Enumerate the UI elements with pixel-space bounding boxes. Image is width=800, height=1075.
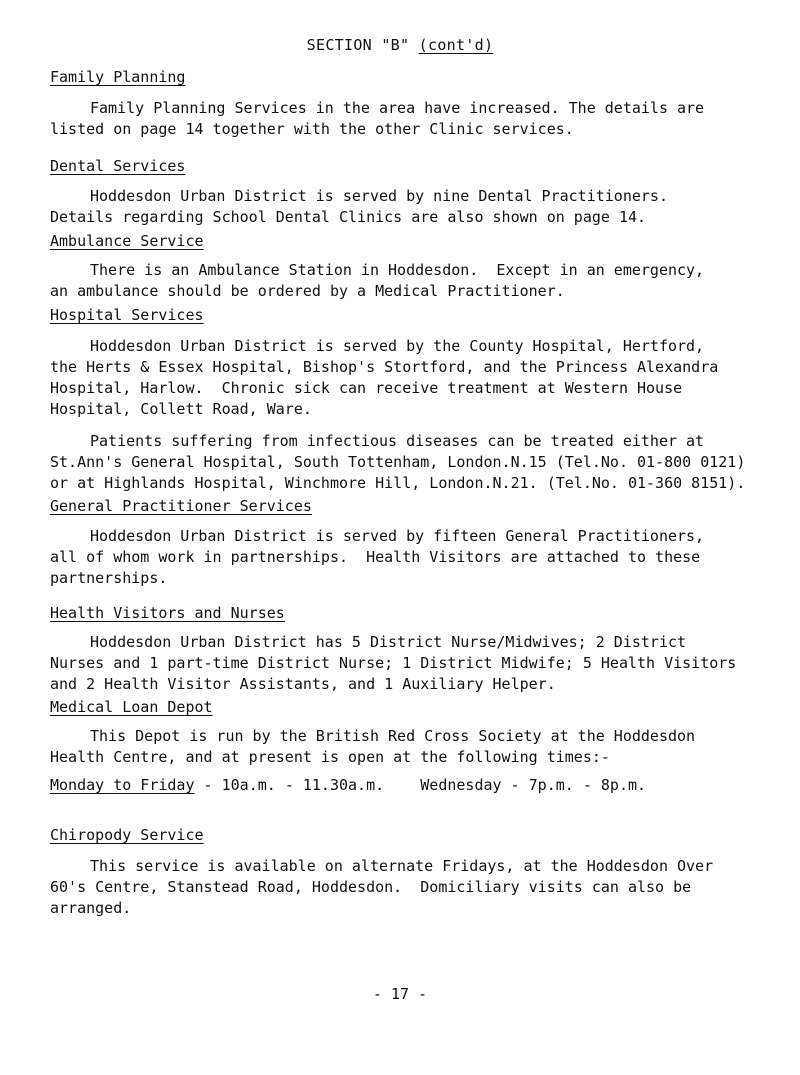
text-line: Hoddesdon Urban District is served by fifteen General Practitioners, [90, 527, 705, 545]
heading-medical-loan-depot: Medical Loan Depot [50, 698, 213, 716]
paragraph-dental-services [50, 186, 770, 228]
paragraph-infectious-diseases [50, 431, 770, 494]
opening-times [50, 776, 646, 794]
text-line: Nurses and 1 part-time District Nurse; 1 District Midwife; 5 Health Visitors [50, 654, 737, 672]
text-line: or at Highlands Hospital, Winchmore Hill, London.N.21. (Tel.No. 01-360 8151). [50, 474, 746, 492]
heading-family-planning: Family Planning [50, 68, 186, 86]
heading-ambulance-service: Ambulance Service [50, 232, 204, 250]
heading-health-visitors: Health Visitors and Nurses [50, 604, 285, 622]
heading-dental-services: Dental Services [50, 157, 186, 175]
text-line: and 2 Health Visitor Assistants, and 1 Auxiliary Helper. [50, 675, 556, 693]
text-line: This Depot is run by the British Red Cross Society at the Hoddesdon [90, 727, 696, 745]
text-line: Patients suffering from infectious diseases can be treated either at [90, 432, 705, 450]
heading-hospital-services: Hospital Services [50, 306, 204, 324]
text-line: Health Centre, and at present is open at the following times:- [50, 748, 610, 766]
text-line: St.Ann's General Hospital, South Tottenham, London.N.15 (Tel.No. 01-800 0121) [50, 453, 746, 471]
wednesday-hours: Wednesday - 7p.m. - 8p.m. [384, 776, 647, 794]
paragraph-health-visitors [50, 632, 770, 695]
paragraph-hospital-services [50, 336, 770, 420]
paragraph-family-planning [50, 98, 770, 140]
text-line: Hoddesdon Urban District has 5 District Nurse/Midwives; 2 District [90, 633, 687, 651]
paragraph-ambulance-service [50, 260, 770, 302]
paragraph-chiropody-service [50, 856, 770, 919]
page-number: - 17 - [372, 985, 428, 1003]
text-line: partnerships. [50, 569, 168, 587]
text-line: all of whom work in partnerships. Health Visitors are attached to these [50, 548, 701, 566]
heading-gp-services: General Practitioner Services [50, 497, 312, 515]
text-line: This service is available on alternate Fridays, at the Hoddesdon Over [90, 857, 714, 875]
text-line: Hoddesdon Urban District is served by nine Dental Practitioners. [90, 187, 668, 205]
text-line: Hospital, Collett Road, Ware. [50, 400, 312, 418]
section-title [0, 36, 800, 54]
text-line: Details regarding School Dental Clinics are also shown on page 14. [50, 208, 647, 226]
section-title-cont: (cont'd) [418, 36, 494, 54]
text-line: Hoddesdon Urban District is served by the County Hospital, Hertford, [90, 337, 705, 355]
paragraph-medical-loan-depot [50, 726, 770, 768]
text-line: an ambulance should be ordered by a Medical Practitioner. [50, 282, 565, 300]
text-line: listed on page 14 together with the other Clinic services. [50, 120, 574, 138]
text-line: the Herts & Essex Hospital, Bishop's Stortford, and the Princess Alexandra [50, 358, 719, 376]
text-line: There is an Ambulance Station in Hoddesdon. Except in an emergency, [90, 261, 705, 279]
text-line: arranged. [50, 899, 132, 917]
text-line: Family Planning Services in the area have increased. The details are [90, 99, 705, 117]
heading-chiropody-service: Chiropody Service [50, 826, 204, 844]
paragraph-gp-services [50, 526, 770, 589]
opening-days: Monday to Friday [50, 776, 195, 794]
text-line: Hospital, Harlow. Chronic sick can receive treatment at Western House [50, 379, 683, 397]
weekday-hours: - 10a.m. - 11.30a.m. [194, 776, 385, 794]
text-line: 60's Centre, Stanstead Road, Hoddesdon. Domiciliary visits can also be [50, 878, 692, 896]
section-title-text: SECTION "B" [306, 36, 419, 54]
